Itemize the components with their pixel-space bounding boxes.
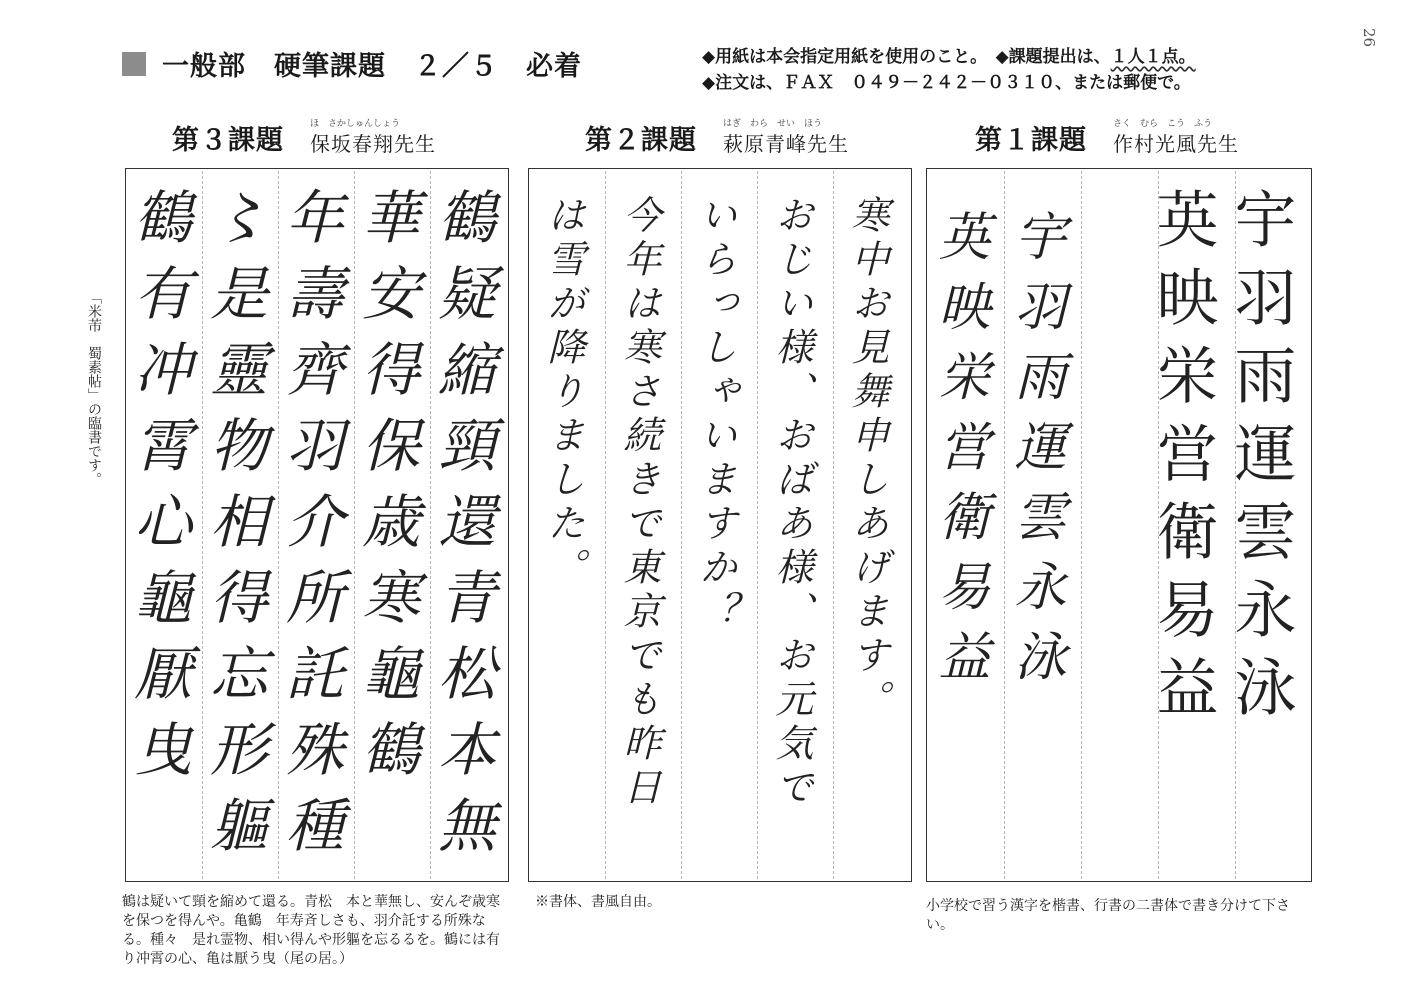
task-1-column-4: 英映栄営衛易益	[929, 209, 989, 699]
task-1-teacher	[1113, 119, 1239, 157]
task-2-heading	[585, 118, 849, 157]
task-1-writing-box	[926, 168, 1312, 882]
task-2-column-2: おじい様、おばあ様、お元気で	[769, 195, 813, 811]
page-number: 26	[1360, 28, 1378, 48]
task-2-column-1: 寒中お見舞申しあげます。	[845, 195, 889, 723]
task-1-heading	[975, 118, 1239, 157]
task-3-teacher-name: 保坂春翔先生	[310, 132, 436, 156]
task-2-caption: ※書体、書風自由。	[535, 894, 661, 910]
task-3-heading	[172, 118, 436, 157]
task-1-column-2: 英映栄営衛易益	[1146, 187, 1219, 733]
guide-line	[681, 171, 682, 879]
task-2-column-3: いらっしゃいますか？	[693, 195, 737, 635]
task-2-teacher	[723, 119, 849, 157]
task-2-writing-box	[528, 168, 912, 882]
task-3-label: 第３課題	[172, 125, 284, 156]
task-1-column-3: 宇羽雨運雲永泳	[1005, 209, 1065, 699]
task-3-teacher-ruby: ほ さかしゅんしょう	[310, 119, 401, 129]
guide-line	[833, 171, 834, 879]
task-1-teacher-name: 作村光風先生	[1113, 132, 1239, 156]
page-header	[122, 44, 582, 83]
task-3-writing-box	[125, 168, 509, 882]
task-3-column-5: 鶴有冲霄心龜厭曳	[124, 187, 192, 795]
copy-source-note	[84, 290, 104, 486]
task-3-column-1: 鶴疑縮頸還青松本無	[428, 187, 496, 871]
note-line-2: ◆注文は、ＦＡＸ ０４９－２４２－０３１０、または郵便で。	[702, 73, 1191, 93]
task-3-teacher	[310, 119, 436, 157]
task-1-teacher-ruby: さく むら こう ふう	[1113, 119, 1213, 129]
guide-line	[757, 171, 758, 879]
task-1-label: 第１課題	[975, 125, 1087, 156]
task-1-column-1: 宇羽雨運雲永泳	[1224, 187, 1297, 733]
task-3-column-3: 年壽齊羽介所託殊種	[276, 187, 344, 871]
page-title: 一般部 硬筆課題 ２／５ 必着	[162, 51, 582, 82]
task-3-column-2: 華安得保歳寒龜鶴	[352, 187, 420, 795]
task-2-teacher-ruby: はぎ わら せい ほう	[723, 119, 823, 129]
task-1-caption: 小学校で習う漢字を楷書、行書の二書体で書き分けて下さい。	[926, 898, 1290, 933]
task-3-caption: 鶴は疑いて頸を縮めて還る。青松 本と華無し、安んぞ歳寒を保つを得んや。亀鶴 年寿斉しさも、羽介託する所殊なる。種々 是れ霊物、相い得んや形軀を忘るるを。鶴には有り冲霄の心、亀は厭う曳（尾の居。）	[122, 894, 500, 967]
task-2-label: 第２課題	[585, 125, 697, 156]
copy-source-text: 「米芾 蜀素帖」の臨書です。	[86, 290, 102, 486]
note-one-per-person: １人１点。	[1110, 47, 1196, 67]
guide-line	[1081, 171, 1082, 879]
submission-notes	[702, 44, 1196, 96]
task-2-column-4: 今年は寒さ続きで東京でも昨日	[617, 195, 661, 811]
task-3-column-4: 〻是靈物相得忘形軀	[200, 187, 268, 871]
note-paper-and-submission: ◆用紙は本会指定用紙を使用のこと。 ◆課題提出は、	[702, 47, 1111, 67]
square-bullet-icon	[122, 52, 146, 76]
task-2-teacher-name: 萩原青峰先生	[723, 132, 849, 156]
guide-line	[605, 171, 606, 879]
task-2-column-5: は雪が降りました。	[541, 195, 585, 591]
note-line-1	[702, 44, 1196, 70]
